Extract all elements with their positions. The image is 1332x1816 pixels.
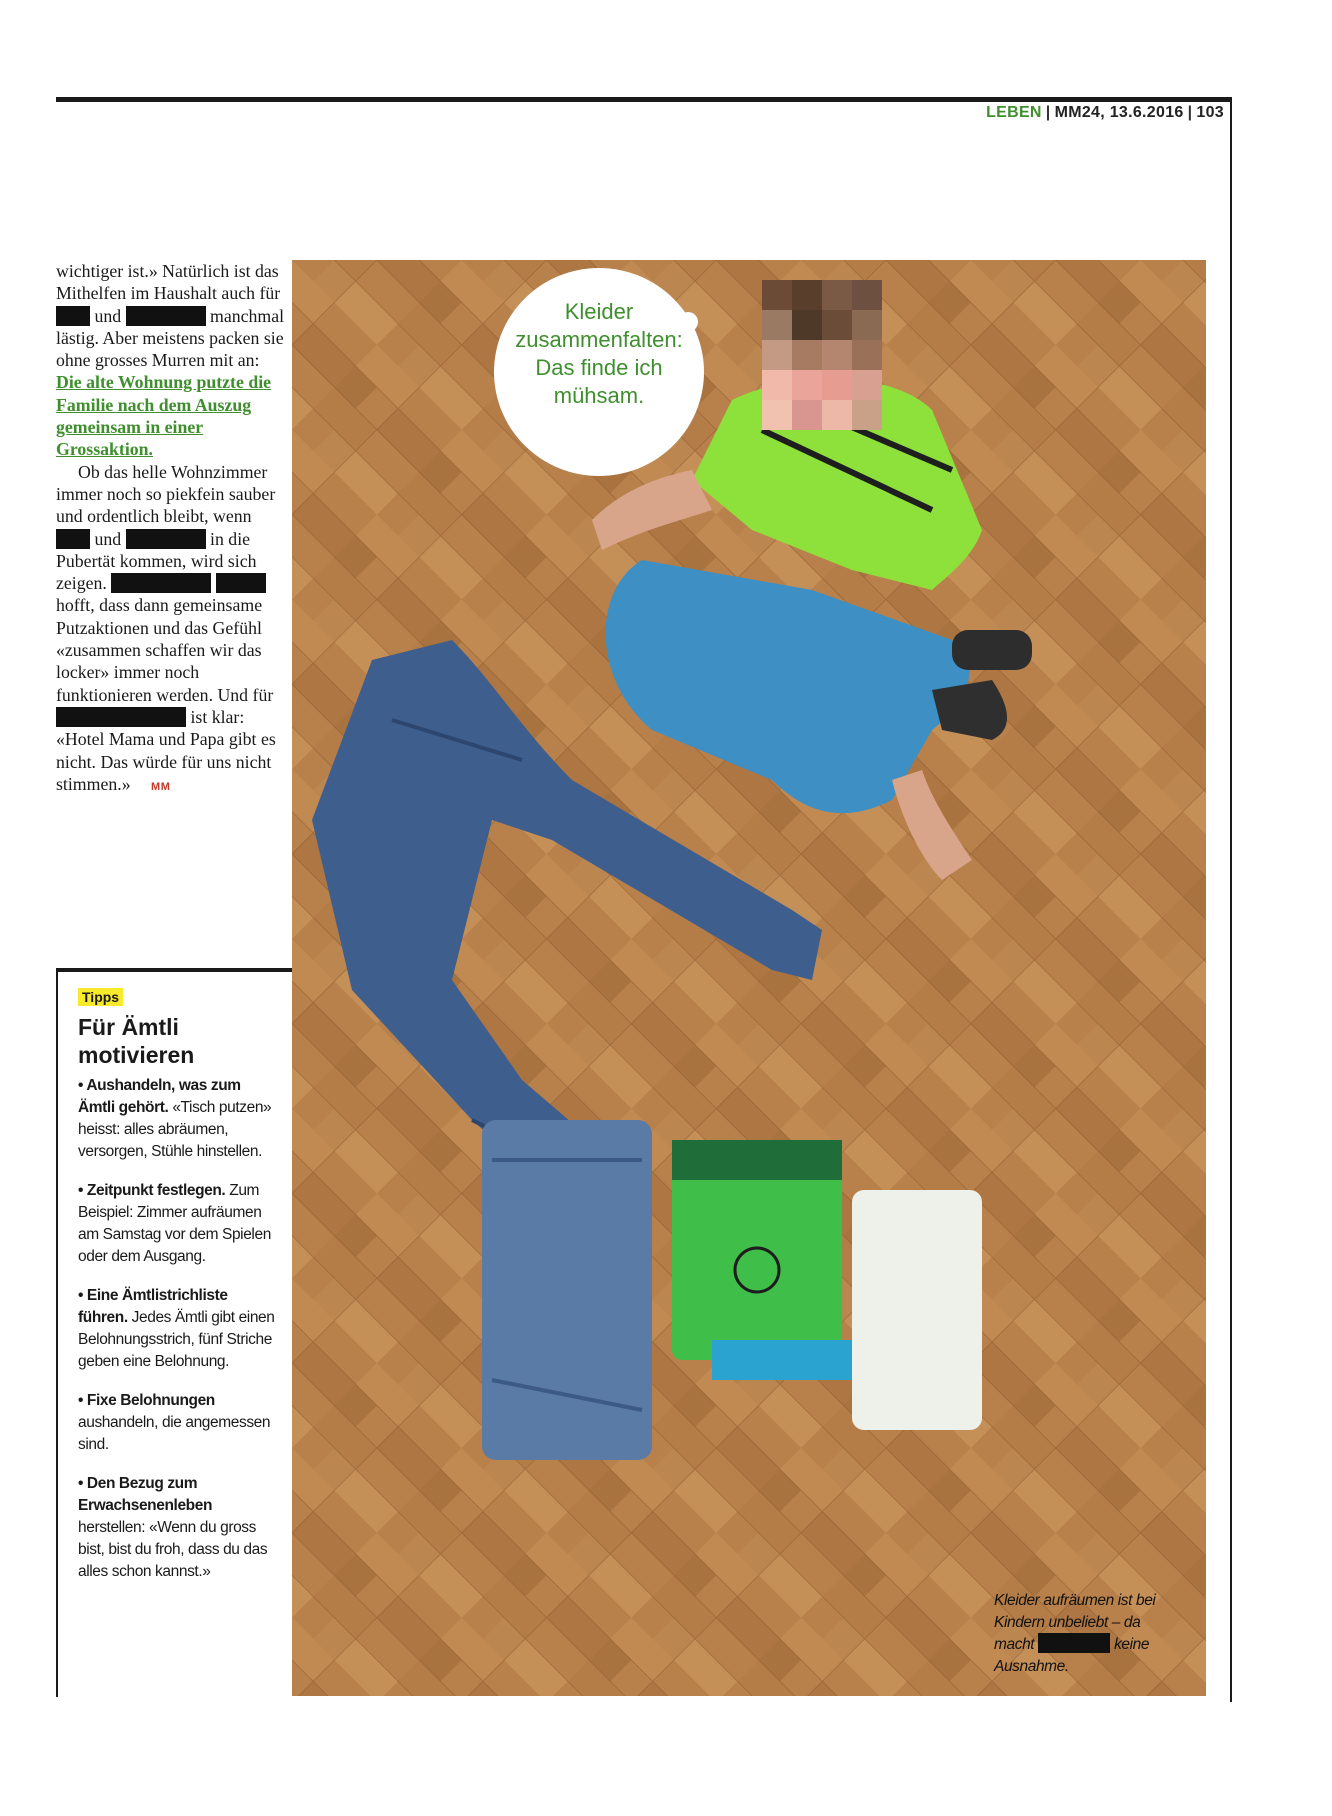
- tip-item: • Zeitpunkt festlegen. Zum Beispiel: Zimmer aufräumen am Samstag vor dem Spielen oder dem Ausgang.: [78, 1182, 271, 1265]
- top-rule: [56, 97, 1232, 102]
- article-paragraph: wichtiger ist.» Natürlich ist das Mithelfen im Haushalt auch für und manchmal lästig. Aber meistens packen sie ohne grosses Murren mit an: Die alte Wohnung putzte die Familie nach dem Auszug gemeinsam in einer Grossaktion.: [56, 261, 285, 460]
- photo-illustration: [292, 260, 1206, 1696]
- author-signature: MM: [151, 780, 171, 793]
- tip-item: • Aushandeln, was zum Ämtli gehört. «Tisch putzen» heisst: alles abräumen, versorgen, Stühle hinstellen.: [78, 1077, 272, 1160]
- photo-caption: Kleider aufräumen ist bei Kindern unbeliebt – da macht keine Ausnahme.: [994, 1592, 1156, 1675]
- tips-title: Für Ämtli motivieren: [78, 1014, 195, 1068]
- right-rule: [1230, 102, 1232, 1702]
- tip-item: • Fixe Belohnungen aushandeln, die angemessen sind.: [78, 1392, 271, 1453]
- tip-item: • Eine Ämtlistrichliste führen. Jedes Ämtli gibt einen Belohnungsstrich, fünf Striche geben eine Belohnung.: [78, 1287, 275, 1370]
- redaction-bar: [126, 306, 206, 326]
- redaction-bar: [56, 529, 90, 549]
- redaction-bar: [56, 707, 186, 727]
- tips-box: [78, 988, 278, 1600]
- tips-tag: Tipps: [78, 988, 123, 1006]
- section-name: LEBEN: [986, 104, 1042, 121]
- tips-box-border: [56, 972, 58, 1697]
- article-link[interactable]: Die alte Wohnung putzte die Familie nach dem Auszug gemeinsam in einer Grossaktion.: [56, 372, 272, 460]
- thought-bubble: [494, 268, 704, 476]
- article-photo: [292, 260, 1206, 1696]
- page-header: LEBEN | MM24, 13.6.2016 | 103: [986, 104, 1224, 121]
- tip-item: • Den Bezug zum Erwachsenenleben herstellen: «Wenn du gross bist, bist du froh, dass du das alles schon kannst.»: [78, 1475, 268, 1580]
- tips-box-rule: [56, 968, 293, 972]
- redaction-bar: [1038, 1633, 1110, 1653]
- pixelated-face: [762, 280, 882, 430]
- redaction-bar: [216, 573, 266, 593]
- page-number: 103: [1196, 104, 1224, 121]
- article-column: [56, 260, 286, 798]
- article-paragraph: Ob das helle Wohnzimmer immer noch so piekfein sauber und ordentlich bleibt, wenn und in die Pubertät kommen, wird sich zeigen. hofft, dass dann gemeinsame Putzaktionen und das Gefühl «zusammen schaffen wir das locker» immer noch funktionieren werden. Und für ist klar: «Hotel Mama und Papa gibt es nicht. Das würde für uns nicht stimmen.» MM: [56, 461, 276, 794]
- publication-info: MM24, 13.6.2016: [1054, 104, 1184, 121]
- redaction-bar: [111, 573, 211, 593]
- redaction-bar: [126, 529, 206, 549]
- redaction-bar: [56, 306, 90, 326]
- bubble-text: Kleider zusammenfalten: Das finde ich mühsam.: [515, 299, 683, 408]
